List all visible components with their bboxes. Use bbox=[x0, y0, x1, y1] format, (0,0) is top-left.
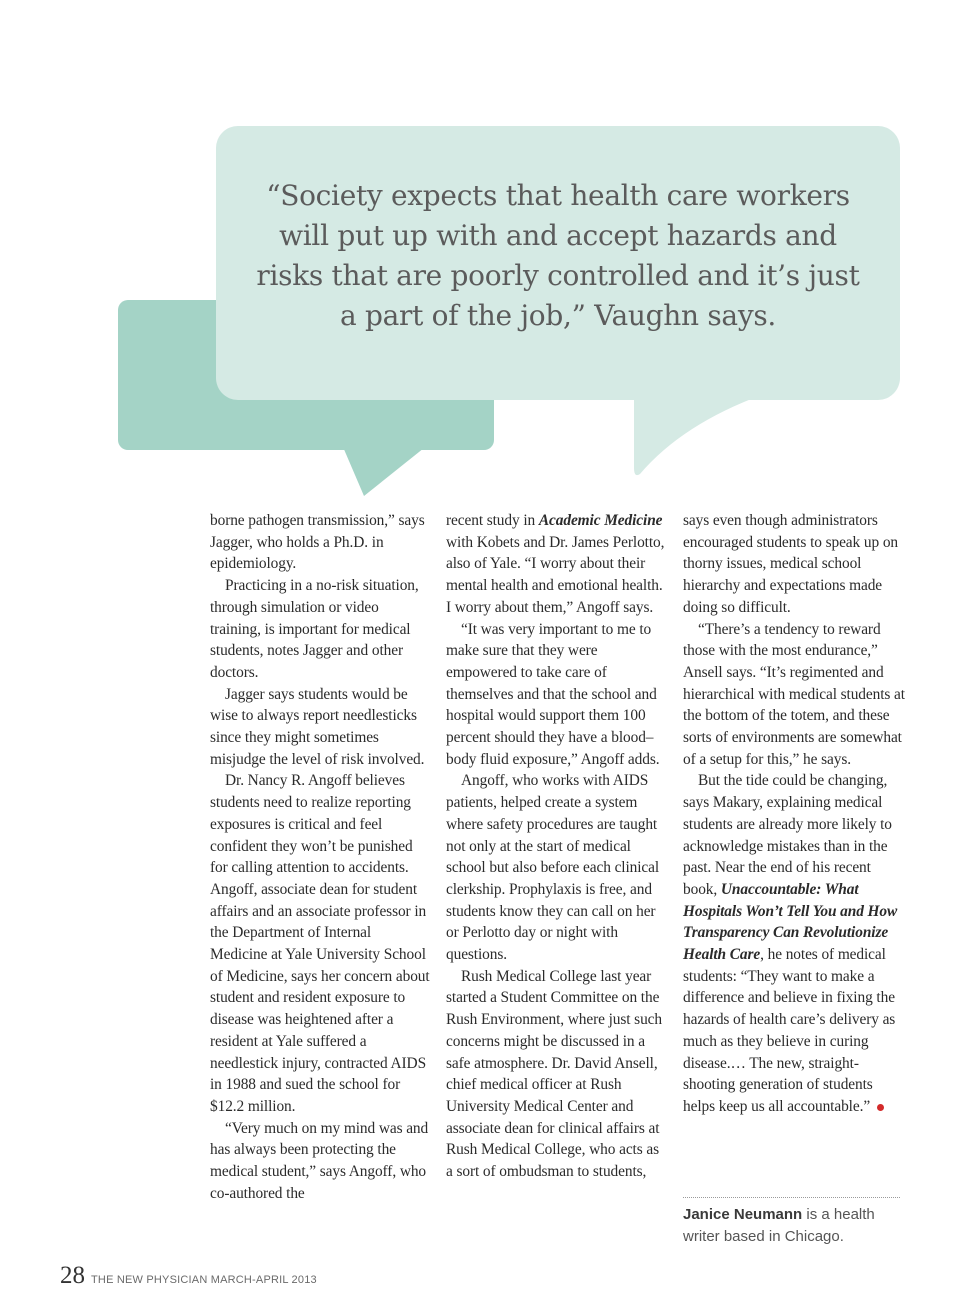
author-bio: Janice Neumann is a health writer based in Chicago. bbox=[683, 1206, 875, 1245]
article-column-3 bbox=[683, 510, 905, 1118]
paragraph: Jagger says students would be wise to always report needlesticks since they might sometimes misjudge the level of risk involved. bbox=[210, 685, 425, 768]
author-name: Janice Neumann bbox=[683, 1206, 803, 1223]
page-footer bbox=[60, 1262, 317, 1292]
end-of-article-mark bbox=[877, 1104, 884, 1111]
bubble-back-tail bbox=[340, 440, 440, 496]
journal-title: Academic Medicine bbox=[538, 512, 663, 529]
article-column-2 bbox=[446, 510, 668, 1183]
paragraph: recent study in Academic Medicine with Kobets and Dr. James Perlotto, also of Yale. “I worry about their mental health and emotional health. I worry about them,” Angoff says. bbox=[446, 512, 665, 616]
paragraph: Dr. Nancy R. Angoff believes students need to realize reporting exposures is critical and feel confident they won’t be punished for calling attention to accidents. Angoff, associate dean for student affairs and an associate professor in the Department of Internal Medicine at Yale University School of Medicine, says her concern about student and resident exposure to disease was heightened after a resident at Yale suffered a needlestick injury, contracted AIDS in 1988 and sued the school for $12.2 million. bbox=[210, 772, 430, 1115]
pull-quote: “Society expects that health care workers will put up with and accept hazards and risks that are poorly controlled and it’s just a part of the job,” Vaughn says. bbox=[256, 179, 860, 332]
paragraph: says even though administrators encouraged students to speak up on thorny issues, medical school hierarchy and expectations made doing so difficult. bbox=[683, 512, 899, 616]
paragraph: Angoff, who works with AIDS patients, helped create a system where safety procedures are taught not only at the start of medical school but also before each clinical clerkship. Prophylaxis is free, and students know they can call on her or Perlotto day or night with questions. bbox=[446, 772, 660, 964]
paragraph: “Very much on my mind was and has always been protecting the medical student,” says Angoff, who co-authored the bbox=[210, 1119, 429, 1202]
paragraph: Rush Medical College last year started a Student Committee on the Rush Environment, where just such concerns might be discussed in a safe atmosphere. Dr. David Ansell, chief medical officer at Rush University Medical Center and associate dean for clinical affairs at Rush Medical College, who acts as a sort of ombudsman to students, bbox=[446, 967, 662, 1181]
bubble-front-tail bbox=[626, 390, 776, 476]
article-column-1 bbox=[210, 510, 432, 1205]
paragraph: Practicing in a no-risk situation, through simulation or video training, is important for medical students, notes Jagger and other doctors. bbox=[210, 577, 419, 681]
publication-line: THE NEW PHYSICIAN MARCH-APRIL 2013 bbox=[91, 1274, 317, 1286]
paragraph: “It was very important to me to make sure that they were empowered to take care of themselves and that the school and hospital would support them 100 percent should they have a blood–body fluid exposure,” Angoff adds. bbox=[446, 620, 660, 768]
paragraph: “There’s a tendency to reward those with the most endurance,” Ansell says. “It’s regimented and hierarchical with medical students at the bottom of the totem, and these sorts of environments are somewhat of a setup for this,” he says. bbox=[683, 620, 905, 768]
paragraph: But the tide could be changing, says Makary, explaining medical students are already more likely to acknowledge mistakes than in the past. Near the end of his recent book, Unaccountable: What Hospitals Won’t Tell You and How Transparency Can Revolutionize Health Care, he notes of medical students: “They want to make a difference and believe in fixing the hazards of health care’s delivery as much as they believe in curing disease.… The new, straight-shooting generation of students helps keep us all accountable.” bbox=[683, 772, 898, 1115]
book-title: Unaccountable: What Hospitals Won’t Tell You and How Transparency Can Revolutionize Health Care bbox=[683, 880, 898, 964]
bio-divider bbox=[683, 1197, 900, 1198]
page-number: 28 bbox=[60, 1262, 85, 1289]
paragraph: borne pathogen transmission,” says Jagger, who holds a Ph.D. in epidemiology. bbox=[210, 512, 425, 573]
